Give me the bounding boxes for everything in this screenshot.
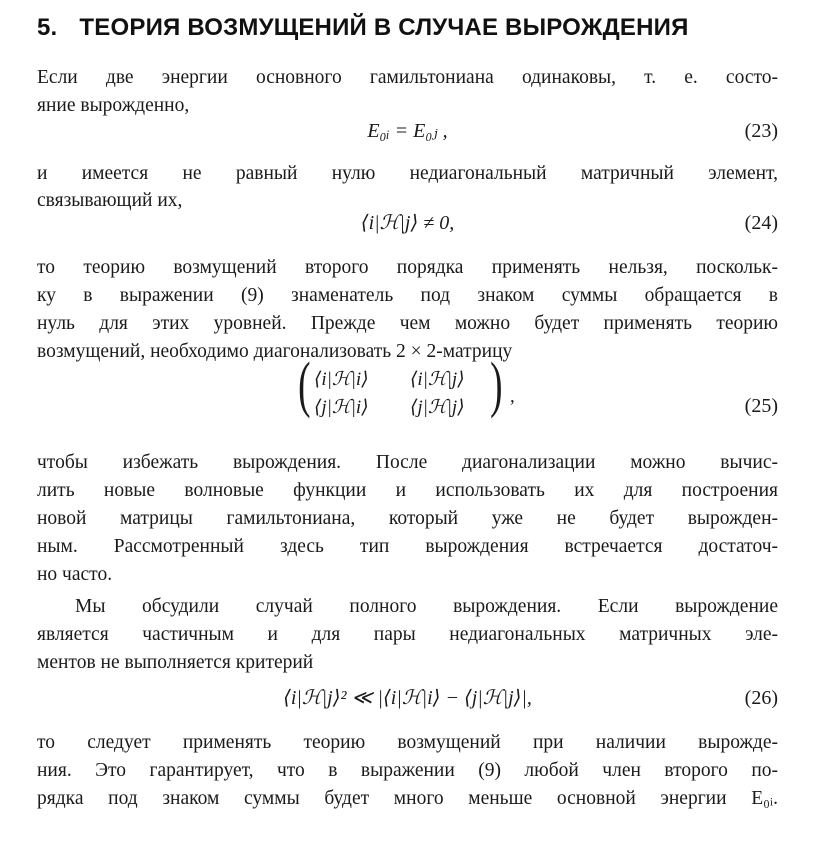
comma: , [510,386,515,407]
text-line: ку в выражении (9) знаменатель под знаком суммы обращается в [37,285,778,306]
text-line: рядка под знаком суммы будет много меньше основной энергии E₀ᵢ. [37,788,778,809]
equation-number: (24) [744,212,778,234]
text-line: нуль для этих уровней. Прежде чем можно будет применять теорию [37,313,778,334]
section-heading [37,14,689,42]
equation-formula: ⟨i|ℋ|j⟩ ≠ 0, [360,212,455,234]
equation-formula: E₀ᵢ = E₀ⱼ , [367,120,448,142]
text-line: но часто. [37,564,113,585]
matrix-cell: ⟨i|ℋ|i⟩ [314,369,369,390]
text-line: ментов не выполняется критерий [37,652,314,673]
text-line: является частичным и для пары недиагональных матричных эле- [37,624,778,645]
text-line: Если две энергии основного гамильтониана одинаковы, т. е. состо- [37,67,778,88]
text-line: чтобы избежать вырождения. После диагонализации можно вычис- [37,452,778,473]
text-line: связывающий их, [37,190,183,211]
matrix-cell: ⟨i|ℋ|j⟩ [410,369,465,390]
equation-number: (26) [744,687,778,709]
matrix-cell: ⟨j|ℋ|i⟩ [314,397,369,418]
section-number: 5. [37,14,58,41]
text-line: то теорию возмущений второго порядка применять нельзя, поскольк- [37,257,778,278]
equation-formula: ⟨i|ℋ|j⟩² ≪ |⟨i|ℋ|i⟩ − ⟨j|ℋ|j⟩|, [283,687,532,709]
equation-number: (23) [744,120,778,142]
right-paren: ) [490,351,503,419]
text-line: то следует применять теорию возмущений при наличии вырожде- [37,732,778,753]
text-line: Мы обсудили случай полного вырождения. Если вырождение [75,596,778,617]
text-line: лить новые волновые функции и использовать их для построения [37,480,778,501]
text-line: новой матрицы гамильтониана, который уже не будет вырожден- [37,508,778,529]
text-line: ным. Рассмотренный здесь тип вырождения встречается достаточ- [37,536,778,557]
section-title: ТЕОРИЯ ВОЗМУЩЕНИЙ В СЛУЧАЕ ВЫРОЖДЕНИЯ [79,14,689,41]
equation-number: (25) [744,395,778,417]
text-line: ния. Это гарантирует, что в выражении (9) любой член второго по- [37,760,778,781]
text-line: возмущений, необходимо диагонализовать 2 × 2-матрицу [37,341,513,362]
text-line: и имеется не равный нулю недиагональный матричный элемент, [37,163,778,184]
matrix-cell: ⟨j|ℋ|j⟩ [410,397,465,418]
left-paren: ( [298,351,311,419]
text-line: яние вырожденно, [37,95,190,116]
